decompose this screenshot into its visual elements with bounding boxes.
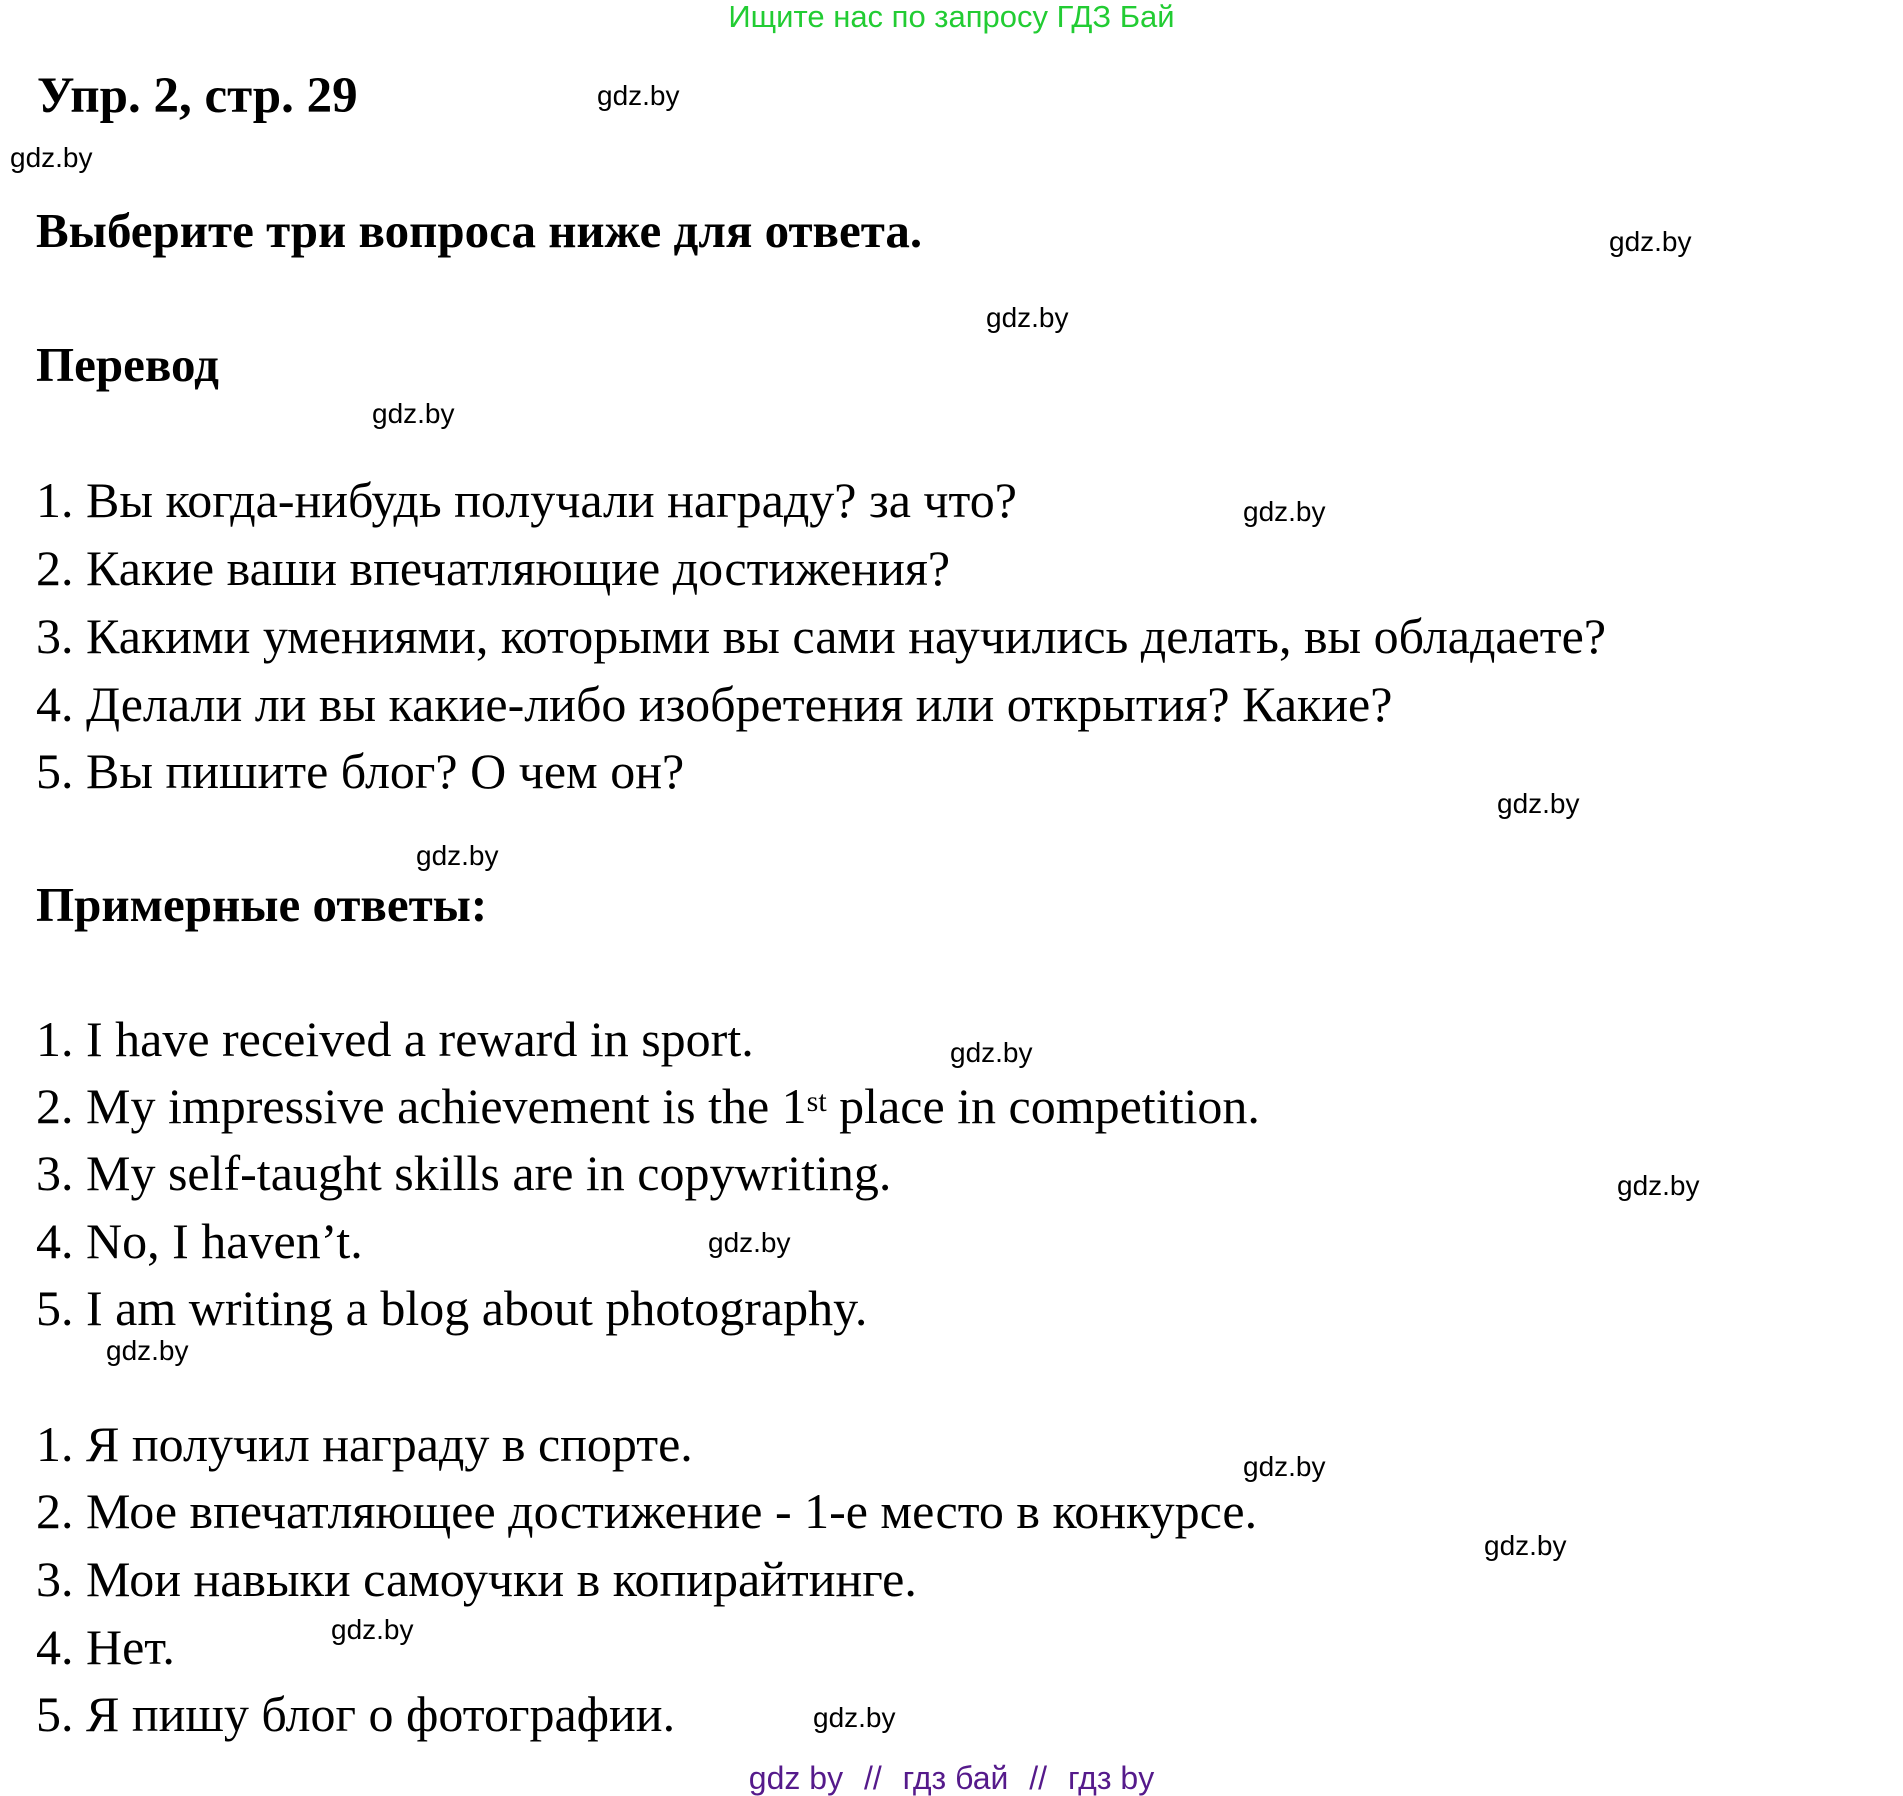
watermark: gdz.by: [106, 1335, 189, 1366]
page-title: Упр. 2, стр. 29: [37, 68, 358, 124]
instruction-heading: Выберите три вопроса ниже для ответа.: [36, 203, 923, 258]
answer-ru-3: 3. Мои навыки самоучки в копирайтинге.: [36, 1551, 917, 1607]
question-4: 4. Делали ли вы какие-либо изобретения или открытия? Какие?: [36, 676, 1393, 732]
answer-en-2: [36, 1076, 1260, 1136]
answer-ru-5: 5. Я пишу блог о фотографии.: [36, 1686, 676, 1742]
answer-en-5: 5. I am writing a blog about photography.: [36, 1280, 868, 1336]
question-2: 2. Какие ваши впечатляющие достижения?: [36, 540, 951, 596]
answer-ru-4: 4. Нет.: [36, 1619, 175, 1675]
search-banner: Ищите нас по запросу ГДЗ Бай: [728, 0, 1175, 34]
question-1: 1. Вы когда-нибудь получали награду? за что?: [36, 472, 1017, 528]
watermark: gdz.by: [813, 1702, 896, 1733]
translation-heading: Перевод: [36, 337, 219, 392]
question-3: 3. Какими умениями, которыми вы сами научились делать, вы обладаете?: [36, 608, 1607, 664]
watermark: gdz.by: [331, 1614, 414, 1645]
question-5: 5. Вы пишите блог? О чем он?: [36, 743, 685, 799]
watermark: gdz.by: [416, 840, 499, 871]
answer-en-4: 4. No, I haven’t.: [36, 1213, 363, 1269]
answers-heading: Примерные ответы:: [36, 877, 488, 932]
watermark: gdz.by: [597, 80, 680, 111]
watermark: gdz.by: [1497, 788, 1580, 819]
watermark: gdz.by: [372, 398, 455, 429]
watermark: gdz.by: [1609, 226, 1692, 257]
footer-link-gdz-by[interactable]: gdz by: [748, 1760, 844, 1796]
answer-en-1: 1. I have received a reward in sport.: [36, 1011, 754, 1067]
watermark: gdz.by: [1484, 1530, 1567, 1561]
answer-ru-2: 2. Мое впечатляющее достижение - 1-е место в конкурсе.: [36, 1483, 1258, 1539]
watermark: gdz.by: [986, 302, 1069, 333]
watermark: gdz.by: [1243, 496, 1326, 527]
footer-link-gdz-bai[interactable]: гдз бай: [902, 1760, 1009, 1796]
answer-en-3: 3. My self-taught skills are in copywriting.: [36, 1145, 892, 1201]
watermark: gdz.by: [1617, 1170, 1700, 1201]
watermark: gdz.by: [1243, 1451, 1326, 1482]
footer-separator: //: [1029, 1760, 1048, 1796]
footer-separator: //: [863, 1760, 882, 1796]
answer-en-2-start: 2. My impressive achievement is the 1: [36, 1078, 807, 1134]
watermark: gdz.by: [950, 1037, 1033, 1068]
answer-ru-1: 1. Я получил награду в спорте.: [36, 1416, 693, 1472]
answer-en-2-superscript: st: [806, 1085, 827, 1118]
footer-links: [0, 1760, 1903, 1796]
watermark: gdz.by: [708, 1227, 791, 1258]
answer-en-2-end: place in competition.: [826, 1078, 1260, 1134]
watermark: gdz.by: [10, 142, 93, 173]
footer-link-gdz-by-ru[interactable]: гдз by: [1067, 1760, 1155, 1796]
